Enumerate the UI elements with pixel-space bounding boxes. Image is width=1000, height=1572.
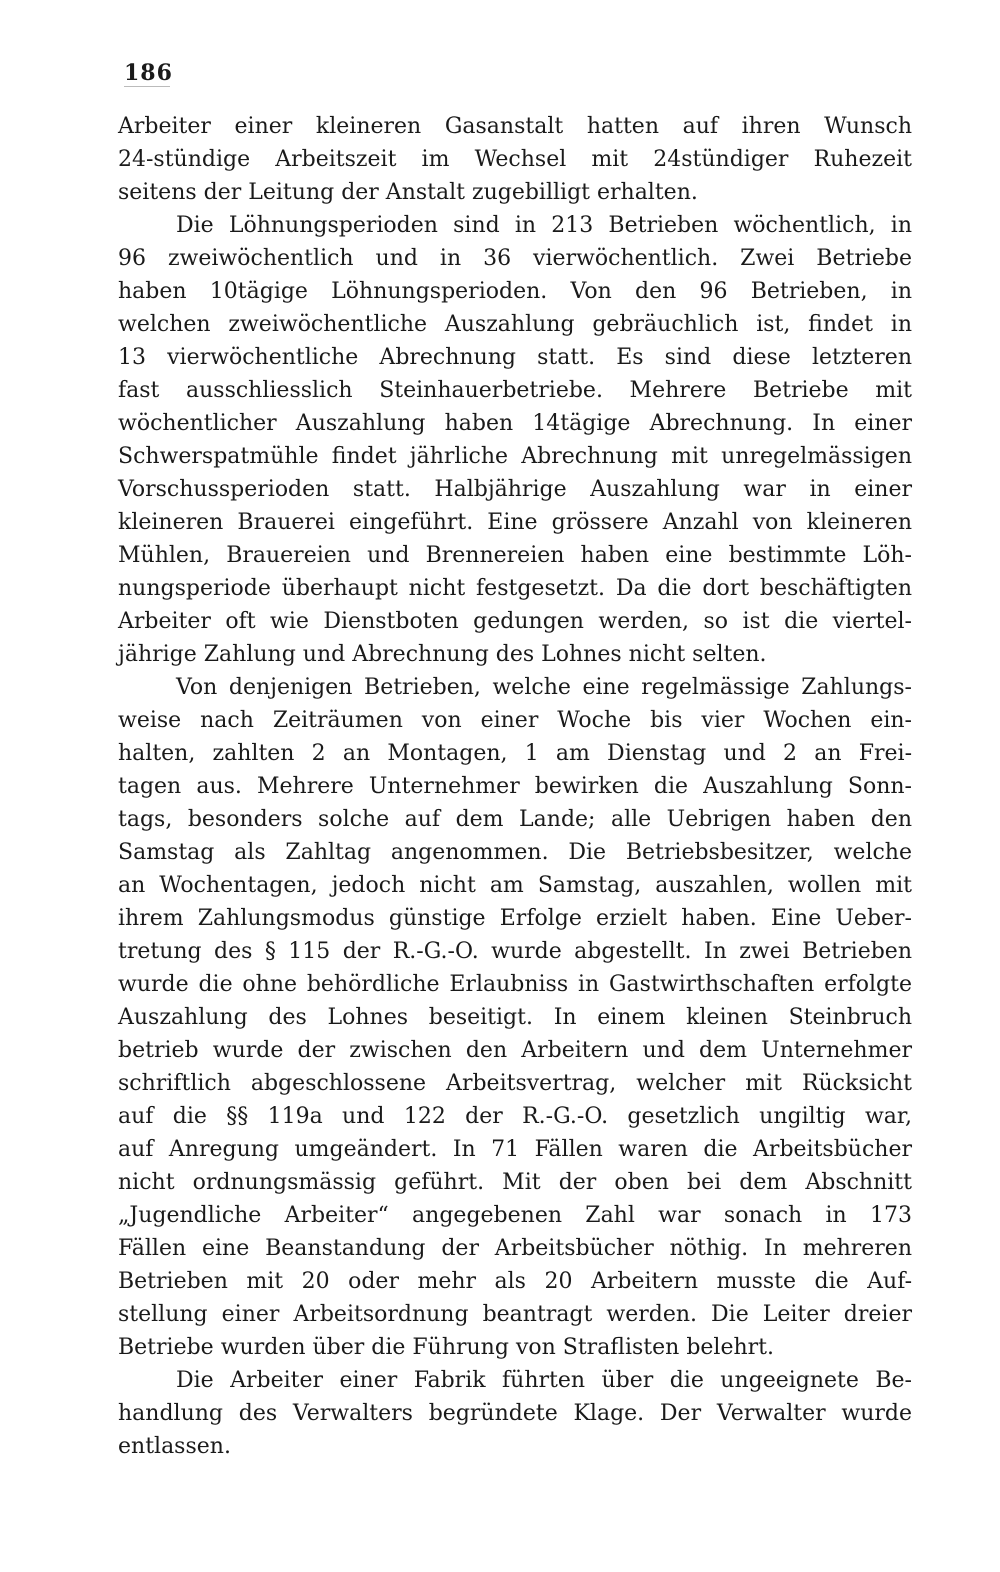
text-line: auf Anregung umgeändert. In 71 Fällen waren die Arbeitsbücher xyxy=(118,1137,912,1162)
paragraph-2 xyxy=(118,209,912,671)
text-line: welchen zweiwöchentliche Auszahlung gebräuchlich ist, findet in xyxy=(118,312,912,337)
paragraph-3 xyxy=(118,671,912,1364)
text-line: tags, besonders solche auf dem Lande; alle Uebrigen haben den xyxy=(118,807,912,832)
text-line: jährige Zahlung und Abrechnung des Lohnes nicht selten. xyxy=(118,642,767,667)
text-line: tagen aus. Mehrere Unternehmer bewirken die Auszahlung Sonn- xyxy=(118,774,912,799)
text-line: Von denjenigen Betrieben, welche eine regelmässige Zahlungs- xyxy=(176,675,912,700)
text-line: Fällen eine Beanstandung der Arbeitsbücher nöthig. In mehreren xyxy=(118,1236,912,1261)
text-line: „Jugendliche Arbeiter“ angegebenen Zahl war sonach in 173 xyxy=(118,1203,912,1228)
text-line: Die Löhnungsperioden sind in 213 Betrieben wöchentlich, in xyxy=(176,213,912,238)
text-line: nungsperiode überhaupt nicht festgesetzt. Da die dort beschäftigten xyxy=(118,576,912,601)
text-line: fast ausschliesslich Steinhauerbetriebe. Mehrere Betriebe mit xyxy=(118,378,912,403)
text-line: stellung einer Arbeitsordnung beantragt werden. Die Leiter dreier xyxy=(118,1302,912,1327)
body-text xyxy=(118,110,912,1463)
paragraph-4 xyxy=(118,1364,912,1463)
text-line: wöchentlicher Auszahlung haben 14tägige Abrechnung. In einer xyxy=(118,411,912,436)
text-line: Betrieben mit 20 oder mehr als 20 Arbeitern musste die Auf- xyxy=(118,1269,912,1294)
text-line: ihrem Zahlungsmodus günstige Erfolge erzielt haben. Eine Ueber- xyxy=(118,906,912,931)
text-line: entlassen. xyxy=(118,1434,231,1459)
text-line: nicht ordnungsmässig geführt. Mit der oben bei dem Abschnitt xyxy=(118,1170,912,1195)
text-line: Arbeiter oft wie Dienstboten gedungen werden, so ist die viertel- xyxy=(118,609,912,634)
text-line: haben 10tägige Löhnungsperioden. Von den 96 Betrieben, in xyxy=(118,279,912,304)
text-line: schriftlich abgeschlossene Arbeitsvertrag, welcher mit Rücksicht xyxy=(118,1071,912,1096)
text-line: Samstag als Zahltag angenommen. Die Betriebsbesitzer, welche xyxy=(118,840,912,865)
text-line: auf die §§ 119a und 122 der R.-G.-O. gesetzlich ungiltig war, xyxy=(118,1104,912,1129)
text-line: wurde die ohne behördliche Erlaubniss in Gastwirthschaften erfolgte xyxy=(118,972,912,997)
text-line: 13 vierwöchentliche Abrechnung statt. Es sind diese letzteren xyxy=(118,345,912,370)
text-line: Betriebe wurden über die Führung von Straflisten belehrt. xyxy=(118,1335,775,1360)
text-line: Arbeiter einer kleineren Gasanstalt hatten auf ihren Wunsch xyxy=(118,114,912,139)
text-line: betrieb wurde der zwischen den Arbeitern und dem Unternehmer xyxy=(118,1038,912,1063)
text-line: Vorschussperioden statt. Halbjährige Auszahlung war in einer xyxy=(118,477,912,502)
page-number: 186 xyxy=(124,60,173,86)
text-line: Die Arbeiter einer Fabrik führten über die ungeeignete Be- xyxy=(176,1368,912,1393)
text-line: halten, zahlten 2 an Montagen, 1 am Dienstag und 2 an Frei- xyxy=(118,741,912,766)
text-line: an Wochentagen, jedoch nicht am Samstag, auszahlen, wollen mit xyxy=(118,873,912,898)
text-line: Schwerspatmühle findet jährliche Abrechnung mit unregelmässigen xyxy=(118,444,912,469)
text-line: tretung des § 115 der R.-G.-O. wurde abgestellt. In zwei Betrieben xyxy=(118,939,912,964)
text-line: Mühlen, Brauereien und Brennereien haben eine bestimmte Löh- xyxy=(118,543,912,568)
text-line: kleineren Brauerei eingeführt. Eine grössere Anzahl von kleineren xyxy=(118,510,912,535)
text-line: seitens der Leitung der Anstalt zugebilligt erhalten. xyxy=(118,180,698,205)
text-line: Auszahlung des Lohnes beseitigt. In einem kleinen Steinbruch xyxy=(118,1005,912,1030)
text-line: handlung des Verwalters begründete Klage. Der Verwalter wurde xyxy=(118,1401,912,1426)
text-line: 96 zweiwöchentlich und in 36 vierwöchentlich. Zwei Betriebe xyxy=(118,246,912,271)
text-line: 24-stündige Arbeitszeit im Wechsel mit 24stündiger Ruhezeit xyxy=(118,147,912,172)
page-number-rule xyxy=(124,86,170,87)
text-line: weise nach Zeiträumen von einer Woche bis vier Wochen ein- xyxy=(118,708,912,733)
paragraph-1 xyxy=(118,110,912,209)
